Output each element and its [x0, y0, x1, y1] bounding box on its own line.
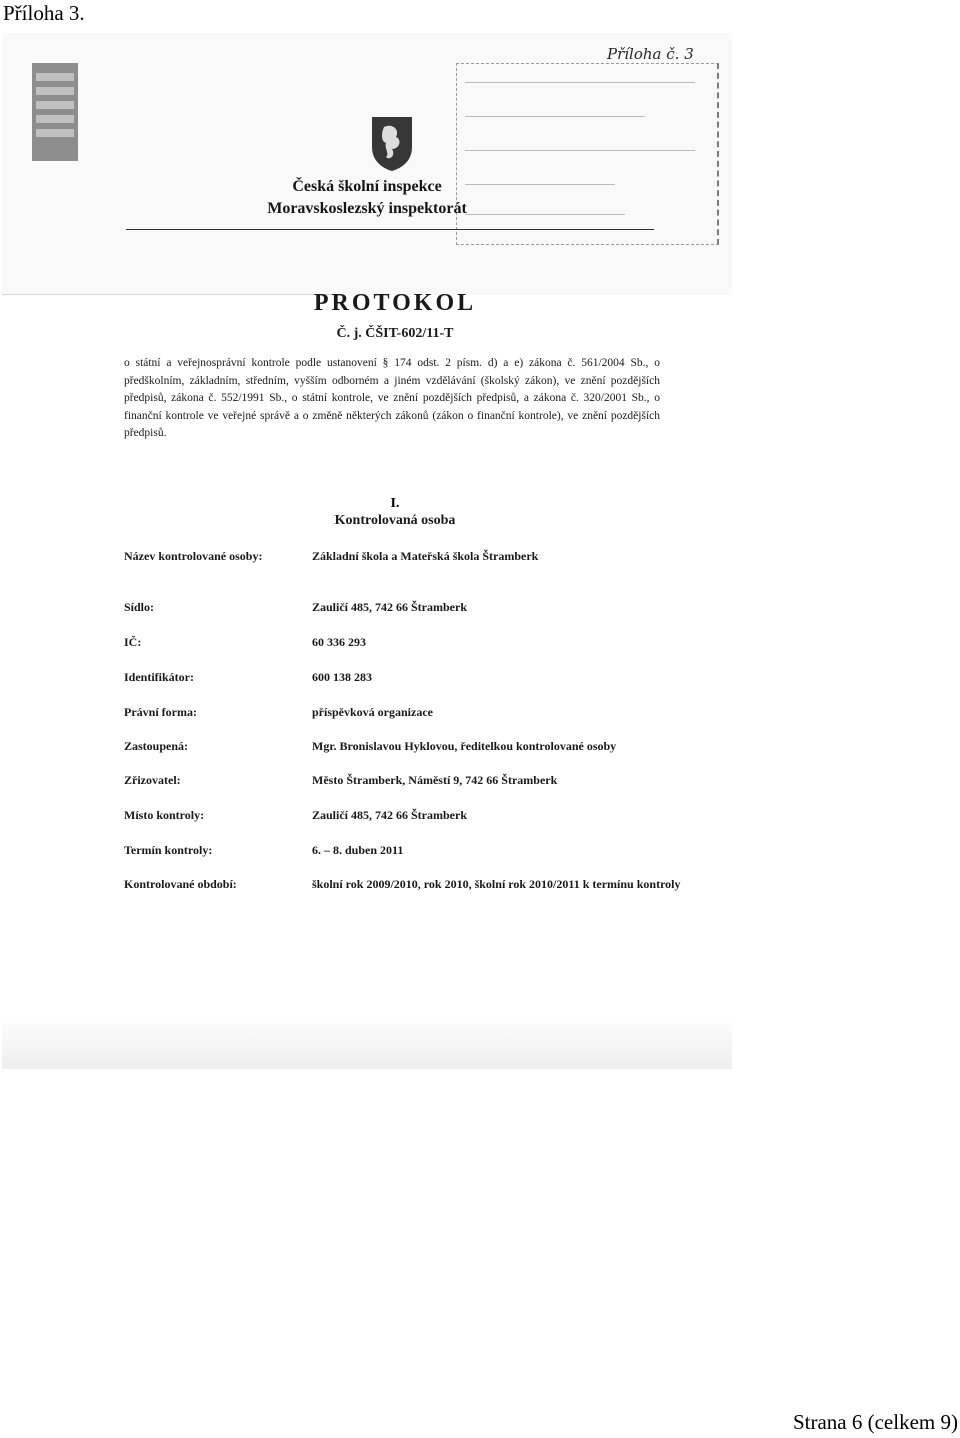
row-value: Zauličí 485, 742 66 Štramberk [312, 600, 467, 614]
page-label: Příloha 3. [3, 1, 85, 25]
row-value: Zauličí 485, 742 66 Štramberk [312, 808, 467, 822]
header-rule [126, 229, 654, 230]
row-key: Sídlo: [124, 600, 155, 614]
scanned-protocol [2, 33, 732, 1069]
protocol-intro: o státní a veřejnosprávní kontrole podle ustanovení § 174 odst. 2 písm. d) a e) zákona č. 561/2004 Sb., o předškolním, základním, středním, vyšším odborném a jiném vzdělávání (školský zákon), ve znění pozdějších předpisů, zákona č. 552/1991 Sb., o státní kontrole, ve znění pozdějších předpisů, a zákona č. 320/2001 Sb., o finanční kontrole ve veřejné správě a o změně některých zákonů (zákon o finanční kontrole), ve znění pozdějších předpisů. [124, 357, 660, 439]
row-key: Kontrolované období: [124, 877, 237, 891]
row-key: Zastoupená: [124, 739, 189, 753]
handwritten-title: Příloha č. 3 [607, 45, 694, 63]
row-key: Místo kontroly: [124, 808, 205, 822]
row-key: IČ: [124, 635, 142, 649]
row-value: 600 138 283 [312, 670, 372, 684]
section-number: I. [390, 496, 400, 511]
row-key: Identifikátor: [124, 670, 194, 684]
row-value: Mgr. Bronislavou Hyklovou, ředitelkou kontrolované osoby [312, 739, 617, 753]
row-key: Právní forma: [124, 705, 197, 719]
row-key: Termín kontroly: [124, 843, 213, 857]
row-value: školní rok 2009/2010, rok 2010, školní rok 2010/2011 k termínu kontroly [312, 877, 681, 891]
row-value: příspěvková organizace [312, 705, 433, 719]
row-value: 6. – 8. duben 2011 [312, 843, 404, 857]
protocol-title: PROTOKOL [313, 290, 477, 316]
stamp-logo [32, 63, 78, 161]
row-value: Město Štramberk, Náměstí 9, 742 66 Štramberk [312, 773, 558, 787]
protocol-reference: Č. j. ČŠIT-602/11-T [336, 326, 454, 341]
row-key: Název kontrolované osoby: [124, 549, 263, 563]
org-branch: Moravskoslezský inspektorát [267, 200, 467, 217]
state-emblem-icon [368, 113, 416, 173]
org-name: Česká školní inspekce [292, 178, 442, 195]
section-title: Kontrolovaná osoba [334, 513, 456, 528]
row-key: Zřizovatel: [124, 773, 181, 787]
page-footer: Strana 6 (celkem 9) [792, 1410, 958, 1434]
scan-bottom-noise [2, 1023, 732, 1069]
row-value: Základní škola a Mateřská škola Štramberk [312, 549, 539, 563]
row-value: 60 336 293 [312, 635, 366, 649]
